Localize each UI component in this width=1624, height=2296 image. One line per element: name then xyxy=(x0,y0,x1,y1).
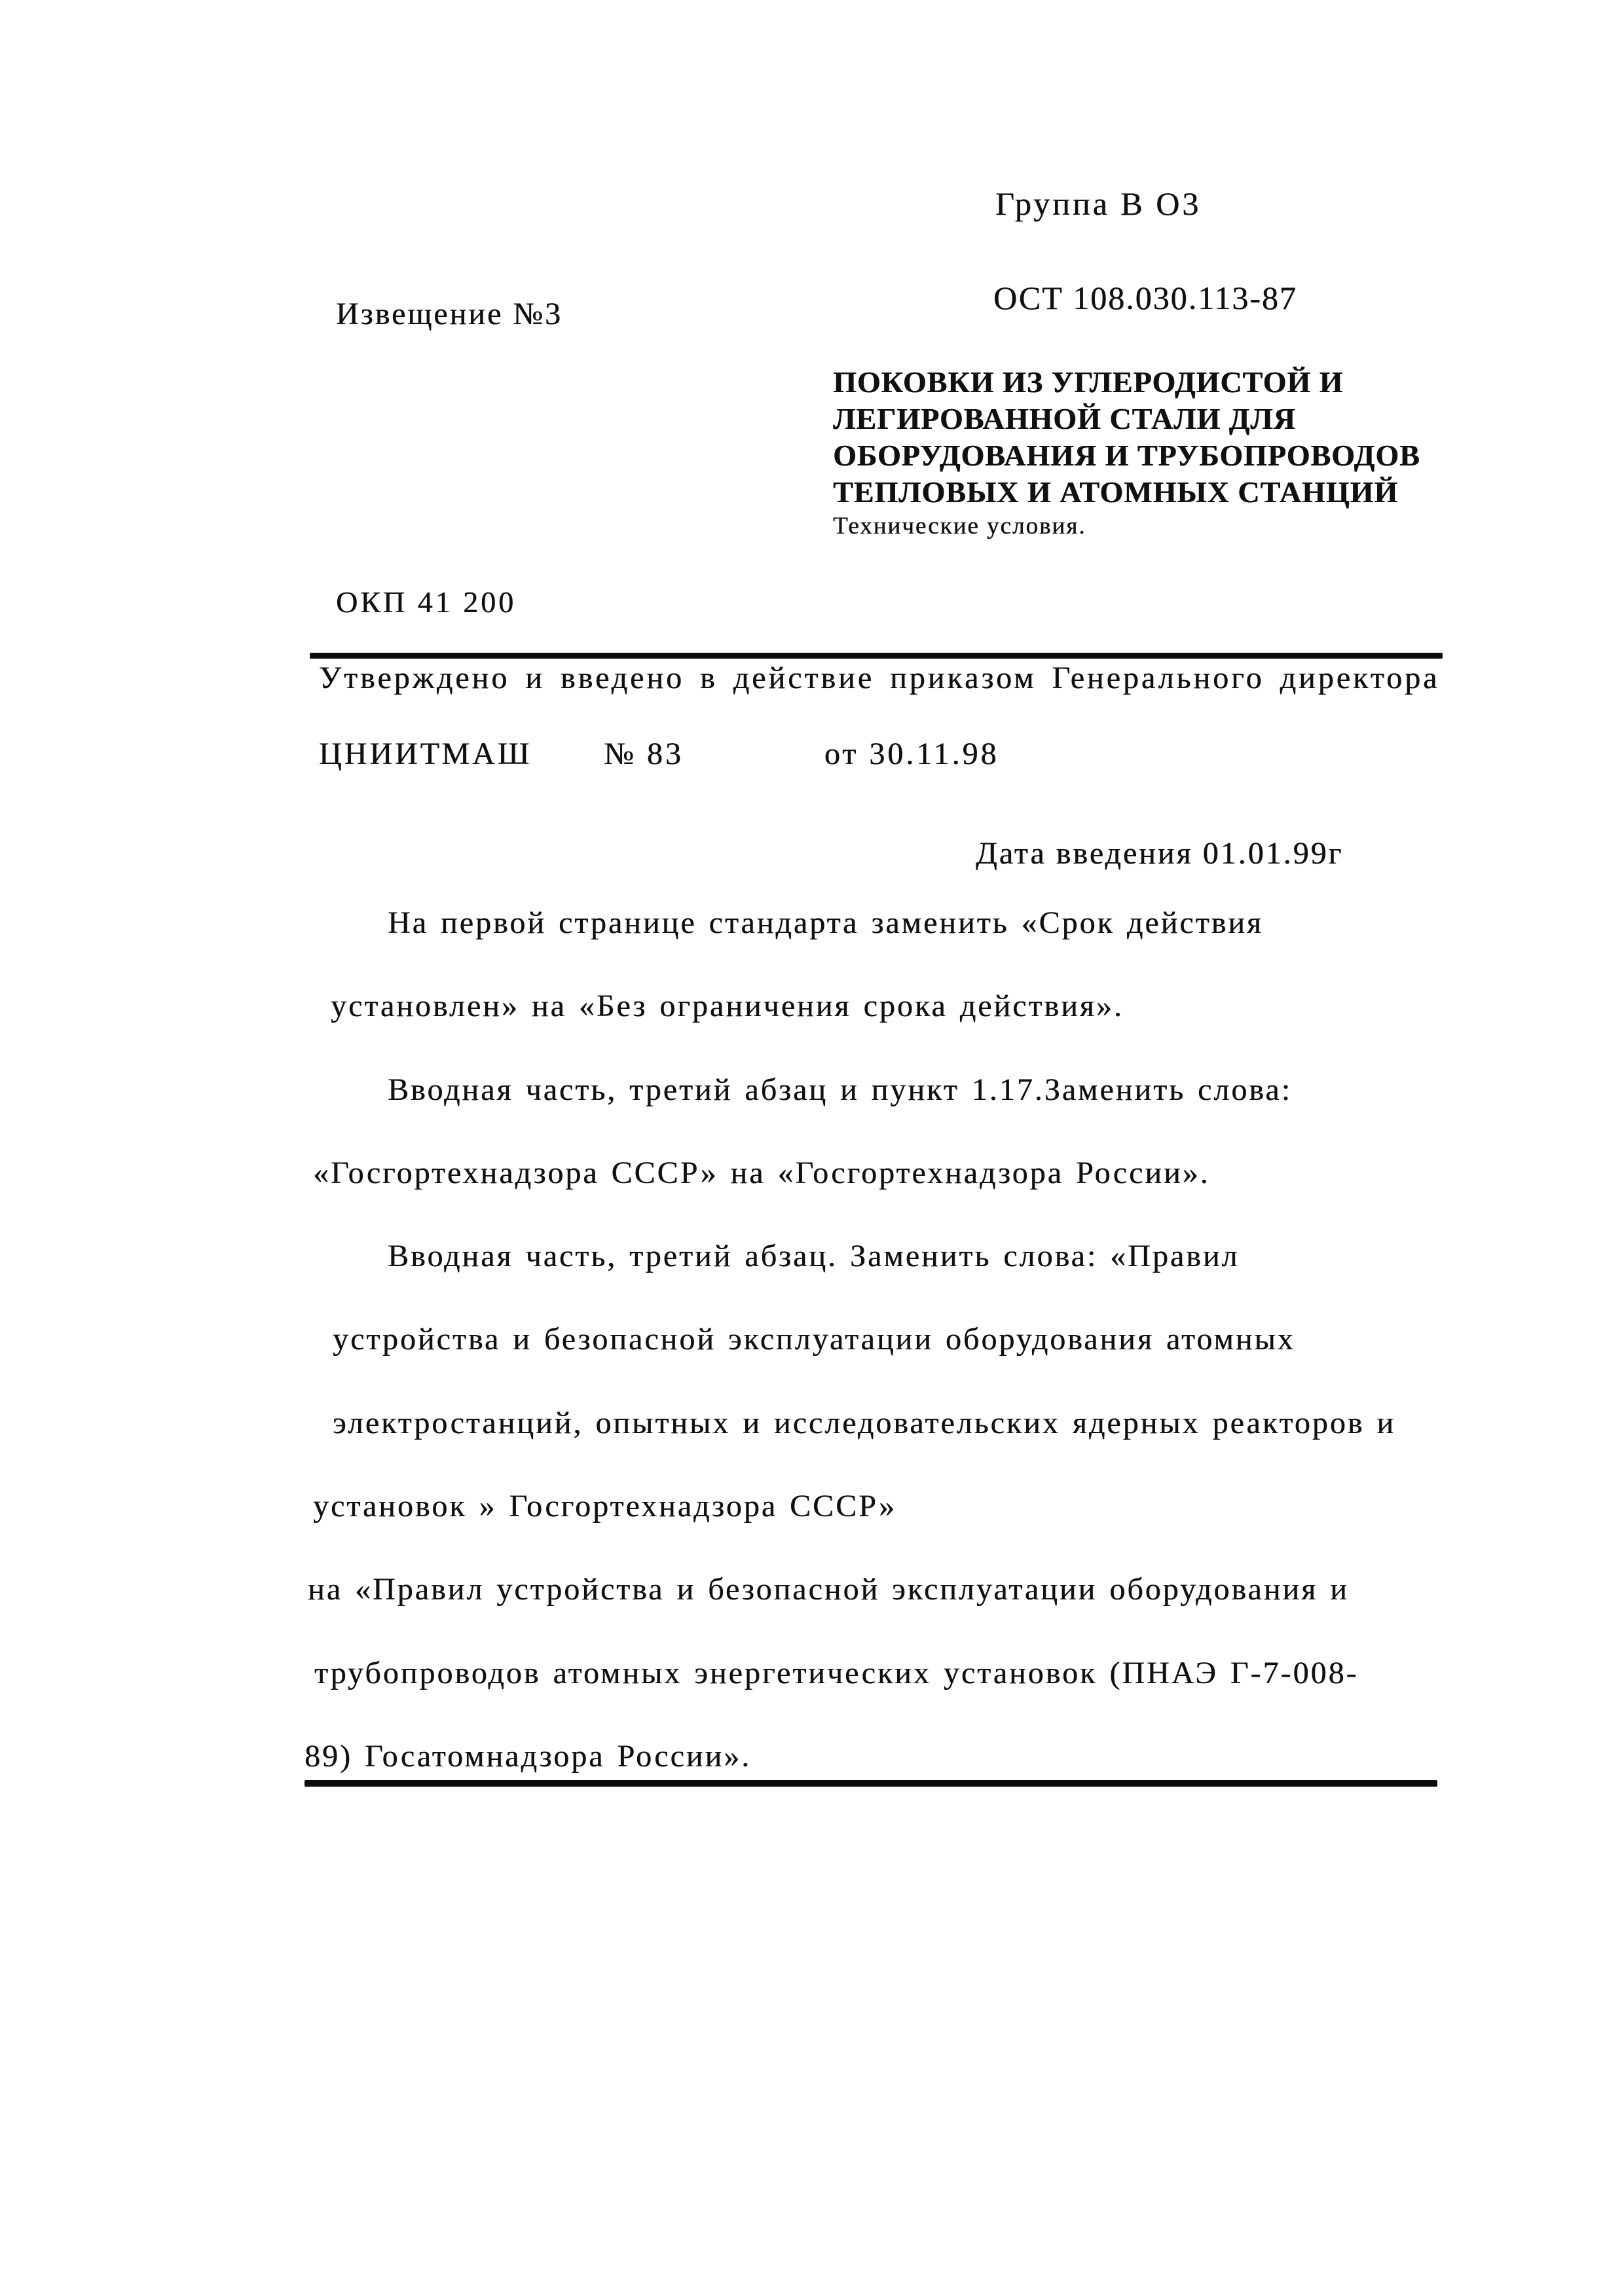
title-line-2: ЛЕГИРОВАННОЙ СТАЛИ ДЛЯ xyxy=(833,402,1296,435)
approval-org: ЦНИИТМАШ xyxy=(319,737,532,771)
body-line: установлен» на «Без ограничения срока действия». xyxy=(331,989,1124,1023)
body-line: установок » Госгортехнадзора СССР» xyxy=(313,1489,896,1523)
approval-paragraph: Утверждено и введено в действие приказом Генерального директора xyxy=(319,661,1440,695)
title-line-4: ТЕПЛОВЫХ И АТОМНЫХ СТАНЦИЙ xyxy=(833,475,1399,509)
title-subtitle: Технические условия. xyxy=(833,513,1086,539)
okp-code: ОКП 41 200 xyxy=(336,585,517,619)
body-line: Вводная часть, третий абзац. Заменить слова: «Правил xyxy=(388,1239,1240,1273)
bottom-divider xyxy=(304,1780,1437,1787)
title-line-3: ОБОРУДОВАНИЯ И ТРУБОПРОВОДОВ xyxy=(833,439,1420,472)
body-line: 89) Госатомнадзора России». xyxy=(304,1739,752,1774)
body-line: «Госгортехнадзора СССР» на «Госгортехнадзора России». xyxy=(313,1156,1210,1190)
body-line: Вводная часть, третий абзац и пункт 1.17.Заменить слова: xyxy=(388,1072,1292,1107)
body-line: на «Правил устройства и безопасной эксплуатации оборудования и xyxy=(308,1572,1349,1607)
body-line: устройства и безопасной эксплуатации оборудования атомных xyxy=(333,1322,1295,1357)
document-title xyxy=(833,364,1420,511)
approval-order-line xyxy=(319,736,999,772)
effective-date: Дата введения 01.01.99г xyxy=(976,836,1344,871)
notice-number: Извещение №3 xyxy=(336,297,563,331)
body-line: электростанций, опытных и исследовательских ядерных реакторов и xyxy=(333,1406,1396,1440)
body-line: трубопроводов атомных энергетических установок (ПНАЭ Г-7-008- xyxy=(314,1656,1359,1690)
approval-order-date: от 30.11.98 xyxy=(824,737,999,771)
group-label: Группа В О3 xyxy=(995,185,1202,222)
body-line: На первой странице стандарта заменить «Срок действия xyxy=(388,905,1263,940)
title-line-1: ПОКОВКИ ИЗ УГЛЕРОДИСТОЙ И xyxy=(833,365,1344,399)
top-divider xyxy=(310,653,1443,659)
approval-order-number: № 83 xyxy=(604,737,684,771)
standard-number: ОСТ 108.030.113-87 xyxy=(993,280,1297,316)
